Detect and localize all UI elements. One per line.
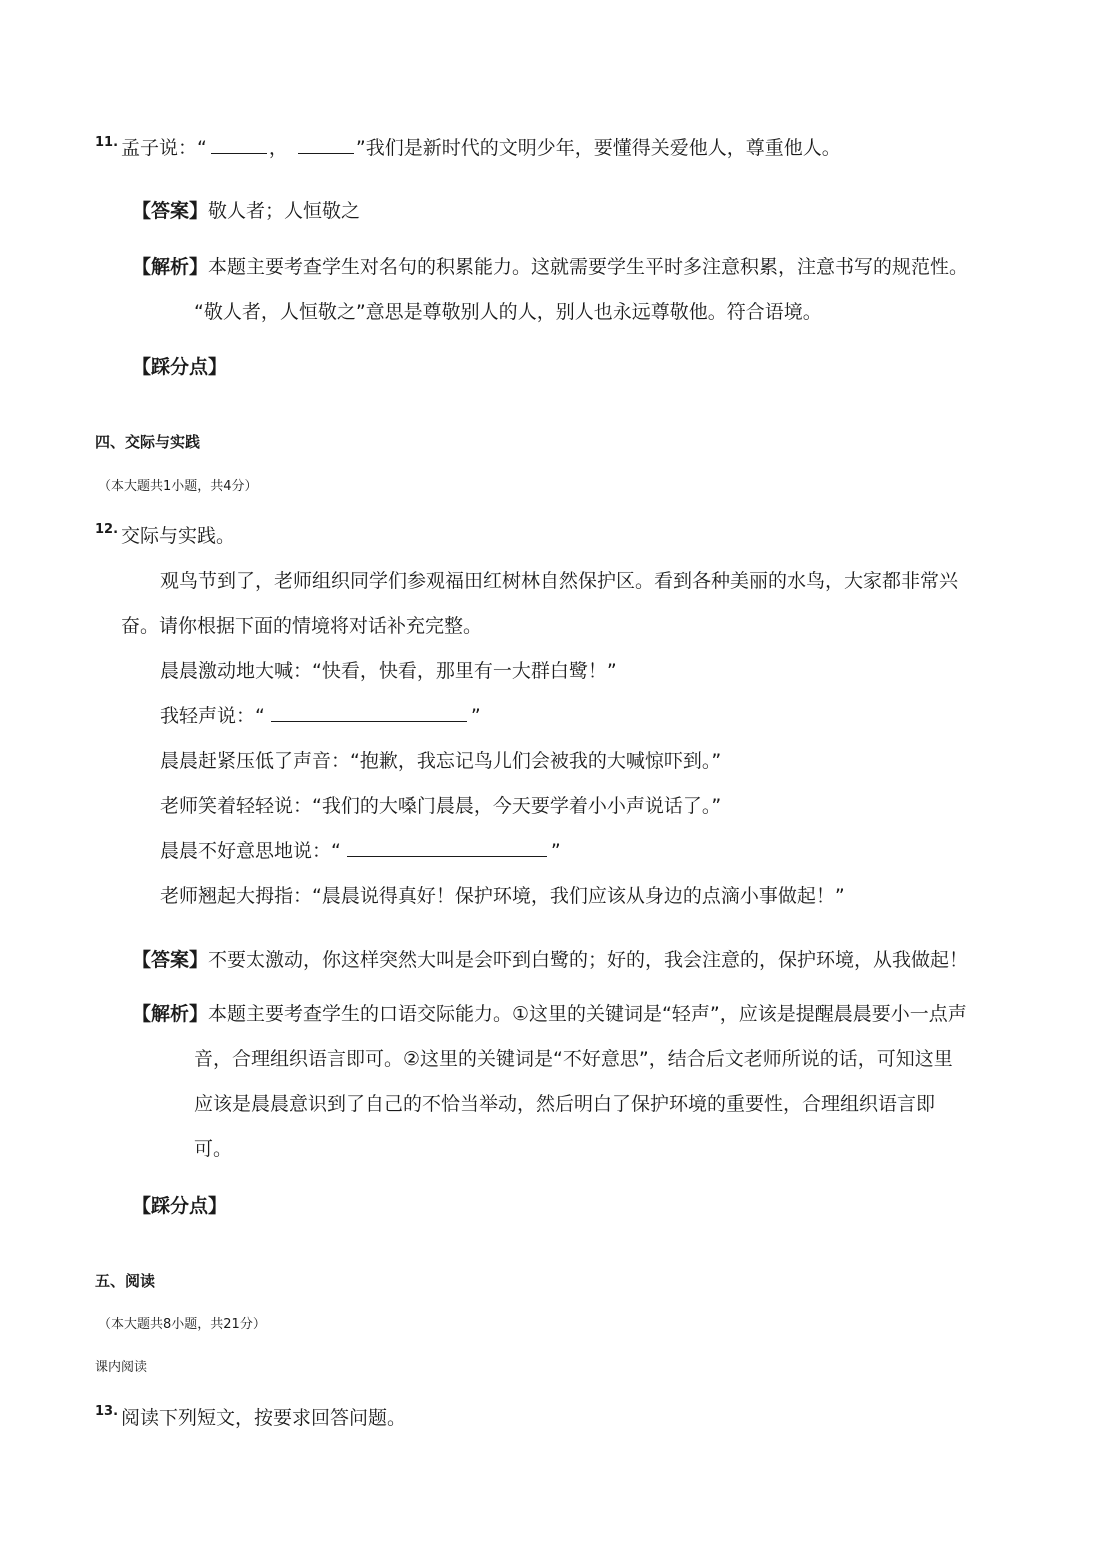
- question-11-stem: [121, 135, 841, 161]
- question-number-13: 13.: [95, 1404, 119, 1419]
- analysis-line: 本题主要考查学生的口语交际能力。①这里的关键词是“轻声”，应该是提醒晨晨要小一点声: [208, 1003, 967, 1025]
- question-11-answer: [132, 198, 360, 224]
- answer-text: 敬人者；人恒敬之: [208, 200, 361, 222]
- question-number-12: 12.: [95, 522, 119, 537]
- points-tag: 【踩分点】: [132, 356, 228, 378]
- dialogue-suffix: ”: [470, 705, 481, 727]
- section-note: （本大题共1小题，共4分）: [98, 479, 258, 494]
- dialogue-line-with-blank: [160, 703, 481, 729]
- analysis-line: 应该是晨晨意识到了自己的不恰当举动，然后明白了保护环境的重要性，合理组织语言即: [194, 1093, 936, 1115]
- section-note: （本大题共8小题，共21分）: [98, 1317, 266, 1332]
- scenario-line: 观鸟节到了，老师组织同学们参观福田红树林自然保护区。看到各种美丽的水鸟，大家都非常兴: [160, 570, 959, 592]
- question-12-answer: [132, 947, 968, 973]
- analysis-tag: 【解析】: [132, 1003, 209, 1025]
- question-11-analysis: [132, 254, 968, 280]
- answer-tag: 【答案】: [132, 200, 209, 222]
- analysis-tag: 【解析】: [132, 256, 209, 278]
- question-number-11: 11.: [95, 135, 119, 150]
- answer-blank-2: [298, 135, 354, 154]
- answer-tag: 【答案】: [132, 949, 209, 971]
- answer-blank-1: [211, 135, 267, 154]
- question-12-analysis: [132, 1001, 967, 1027]
- answer-text: 不要太激动，你这样突然大叫是会吓到白鹭的；好的，我会注意的，保护环境，从我做起！: [208, 949, 969, 971]
- question-11-stem-prefix: 孟子说：“: [121, 137, 207, 159]
- dialogue-prefix: 晨晨不好意思地说：“: [160, 840, 341, 862]
- subsection-label: 课内阅读: [95, 1360, 148, 1375]
- dialogue-line: 老师翘起大拇指：“晨晨说得真好！保护环境，我们应该从身边的点滴小事做起！”: [160, 885, 845, 907]
- question-13-stem: 阅读下列短文，按要求回答问题。: [121, 1407, 407, 1429]
- question-12-stem: 交际与实践。: [121, 525, 236, 547]
- section-title: 四、交际与实践: [95, 433, 201, 451]
- dialogue-line-with-blank: [160, 838, 561, 864]
- dialogue-prefix: 我轻声说：“: [160, 705, 265, 727]
- analysis-line: 本题主要考查学生对名句的积累能力。这就需要学生平时多注意积累，注意书写的规范性。: [208, 256, 969, 278]
- dialogue-line: 晨晨激动地大喊：“快看，快看，那里有一大群白鹭！”: [160, 660, 617, 682]
- dialogue-line: 晨晨赶紧压低了声音：“抱歉，我忘记鸟儿们会被我的大喊惊吓到。”: [160, 750, 722, 772]
- analysis-line: 音，合理组织语言即可。②这里的关键词是“不好意思”，结合后文老师所说的话，可知这里: [194, 1048, 953, 1070]
- question-11-stem-suffix: ”我们是新时代的文明少年，要懂得关爱他人，尊重他人。: [355, 137, 841, 159]
- answer-blank-4: [347, 838, 547, 857]
- dialogue-suffix: ”: [550, 840, 561, 862]
- points-tag: 【踩分点】: [132, 1195, 228, 1217]
- question-11-stem-comma: ，: [268, 137, 288, 159]
- analysis-line: “敬人者，人恒敬之”意思是尊敬别人的人，别人也永远尊敬他。符合语境。: [194, 301, 822, 323]
- dialogue-line: 老师笑着轻轻说：“我们的大嗓门晨晨，今天要学着小小声说话了。”: [160, 795, 722, 817]
- section-title: 五、阅读: [95, 1272, 156, 1290]
- analysis-line: 可。: [194, 1138, 233, 1160]
- answer-blank-3: [271, 703, 467, 722]
- scenario-line: 奋。请你根据下面的情境将对话补充完整。: [121, 615, 483, 637]
